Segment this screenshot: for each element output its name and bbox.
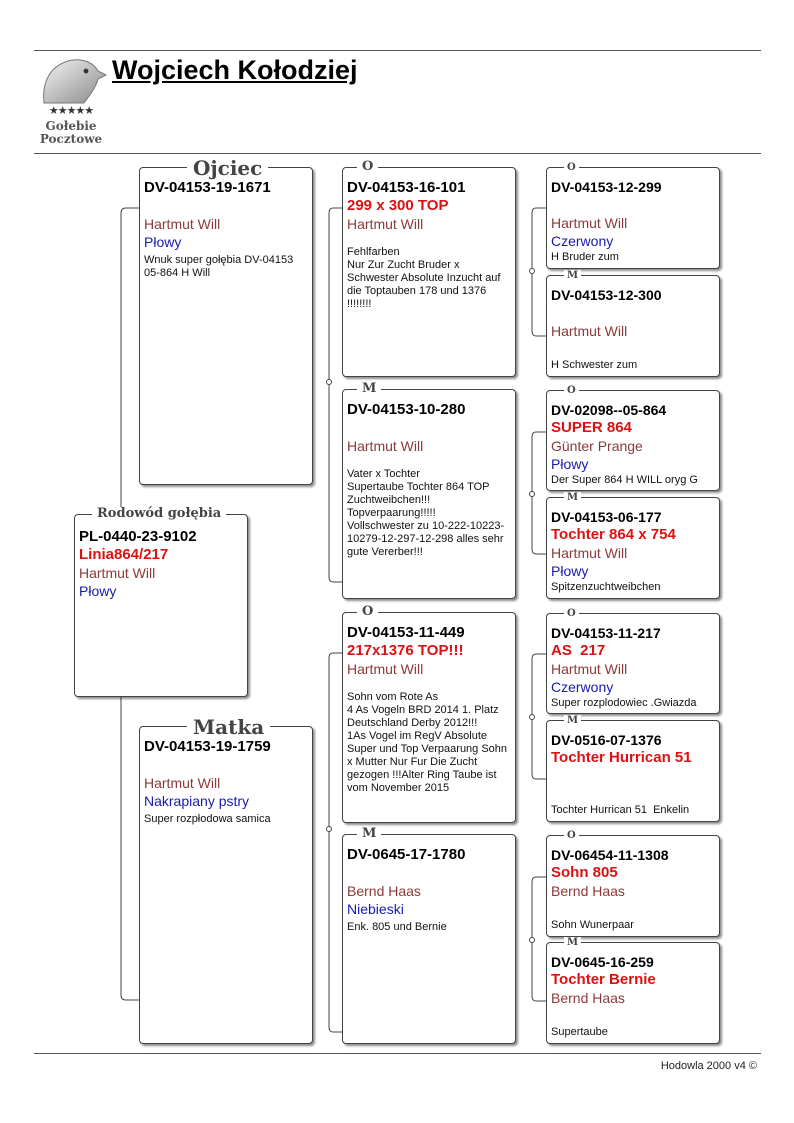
owner: Hartmut Will bbox=[551, 323, 628, 339]
subject-card bbox=[74, 514, 248, 697]
great-grandparent-card-fmf bbox=[546, 390, 720, 491]
dam-label: M bbox=[357, 382, 381, 396]
owner: Hartmut Will bbox=[347, 661, 424, 677]
great-grandparent-card-fmm bbox=[546, 497, 720, 599]
note: Fehlfarben Nur Zur Zucht Bruder x Schwester Absolute Inzucht auf die Toptauben 178 und 1376 !!!!!!!! bbox=[347, 246, 501, 310]
logo-text-line2: Pocztowe bbox=[39, 132, 103, 146]
sire-label: O bbox=[357, 605, 378, 619]
logo-text-line1: Gołebie bbox=[45, 119, 97, 133]
ring-number: DV-02098--05-864 bbox=[551, 402, 667, 418]
ring-number: DV-04153-19-1671 bbox=[144, 179, 271, 196]
owner: Hartmut Will bbox=[79, 565, 156, 581]
owner: Hartmut Will bbox=[551, 661, 628, 677]
pigeon-color: Niebieski bbox=[347, 901, 404, 917]
ring-number: DV-04153-12-299 bbox=[551, 179, 662, 195]
grandparent-card-mm bbox=[342, 834, 516, 1044]
mother-title: Matka bbox=[187, 716, 270, 738]
sire-label: O bbox=[564, 385, 579, 396]
sire-label: O bbox=[564, 830, 579, 841]
note: Super rozplodowiec .Gwiazda bbox=[551, 697, 697, 709]
pigeon-color: Płowy bbox=[79, 583, 117, 599]
connector-mother bbox=[329, 653, 343, 1032]
ring-number: DV-04153-16-101 bbox=[347, 179, 466, 196]
breeder-name: Wojciech Kołodziej bbox=[112, 55, 358, 85]
owner: Günter Prange bbox=[551, 438, 643, 454]
great-grandparent-card-mfm bbox=[546, 720, 720, 822]
pigeon-name: Tochter Bernie bbox=[551, 971, 656, 988]
grandparent-card-mf bbox=[342, 612, 516, 823]
note: H Bruder zum bbox=[551, 251, 619, 263]
footer-credit: Hodowla 2000 v4 © bbox=[660, 1060, 757, 1072]
owner: Bernd Haas bbox=[551, 883, 625, 899]
note: Sohn Wunerpaar bbox=[551, 919, 634, 931]
pigeon-name: Tochter 864 x 754 bbox=[551, 526, 676, 543]
pedigree-title: Rodowód gołębia bbox=[92, 507, 226, 521]
pigeon-name: Linia864/217 bbox=[79, 546, 169, 563]
father-card bbox=[139, 167, 313, 485]
great-grandparent-card-mff bbox=[546, 613, 720, 714]
note: Der Super 864 H WILL oryg G bbox=[551, 474, 698, 486]
logo-stars: ★★★★★ bbox=[48, 105, 94, 117]
ring-number: DV-0645-16-259 bbox=[551, 954, 654, 970]
mother-card bbox=[139, 726, 313, 1044]
sire-label: O bbox=[564, 608, 579, 619]
sire-label: O bbox=[564, 162, 579, 173]
great-grandparent-card-ffm bbox=[546, 275, 720, 377]
pigeon-color: Czerwony bbox=[551, 233, 614, 249]
grandparent-card-ff bbox=[342, 167, 516, 377]
dam-label: M bbox=[564, 937, 581, 948]
dam-label: M bbox=[564, 492, 581, 503]
owner: Bernd Haas bbox=[551, 990, 625, 1006]
note: Spitzenzuchtweibchen bbox=[551, 581, 661, 593]
ring-number: DV-04153-11-217 bbox=[551, 625, 661, 641]
owner: Hartmut Will bbox=[347, 216, 424, 232]
ring-number: DV-04153-10-280 bbox=[347, 401, 466, 418]
connector-father bbox=[329, 208, 343, 582]
pigeon-name: Sohn 805 bbox=[551, 864, 618, 881]
grandparent-card-fm bbox=[342, 389, 516, 599]
note: Supertaube bbox=[551, 1026, 608, 1038]
owner: Bernd Haas bbox=[347, 883, 421, 899]
note: Wnuk super gołębia DV-04153 05-864 H Will bbox=[144, 254, 294, 279]
note: Enk. 805 und Bernie bbox=[347, 921, 447, 933]
dam-label: M bbox=[357, 827, 381, 841]
pigeon-color: Nakrapiany pstry bbox=[144, 793, 250, 809]
ring-number: DV-0516-07-1376 bbox=[551, 732, 662, 748]
note: Tochter Hurrican 51 Enkelin bbox=[551, 804, 690, 816]
pigeon-name: SUPER 864 bbox=[551, 419, 632, 436]
great-grandparent-card-mmm bbox=[546, 942, 720, 1044]
pigeon-color: Płowy bbox=[551, 456, 589, 472]
ring-number: DV-04153-12-300 bbox=[551, 287, 662, 303]
pigeon-name: Tochter Hurrican 51 bbox=[551, 749, 692, 766]
ring-number: DV-04153-06-177 bbox=[551, 509, 662, 525]
ring-number: DV-0645-17-1780 bbox=[347, 846, 466, 863]
note: Super rozpłodowa samica bbox=[144, 813, 271, 825]
dam-label: M bbox=[564, 715, 581, 726]
pigeon-name: AS 217 bbox=[551, 642, 606, 659]
note: Vater x Tochter Supertaube Tochter 864 TOP Zuchtweibchen!!! Topverpaarung!!!!! Vollschwester zu 10-222-10223-10279-12-297-12-298 alles sehr gute Vererber!!! bbox=[347, 468, 505, 558]
note: Sohn vom Rote As 4 As Vogeln BRD 2014 1. Platz Deutschland Derby 2012!!! 1As Vogel im RegV Absolute Super und Top Verpaarung Sohn x Mutter Nur Fur Die Zucht gezogen !!!Alter Ring Taube ist vom November 2015 bbox=[347, 691, 508, 794]
owner: Hartmut Will bbox=[551, 215, 628, 231]
ring-number: DV-06454-11-1308 bbox=[551, 847, 669, 863]
great-grandparent-card-mmf bbox=[546, 835, 720, 937]
ring-number: DV-04153-11-449 bbox=[347, 624, 465, 641]
ring-number: PL-0440-23-9102 bbox=[79, 528, 197, 545]
father-title: Ojciec bbox=[187, 157, 268, 179]
ring-number: DV-04153-19-1759 bbox=[144, 738, 271, 755]
owner: Hartmut Will bbox=[144, 775, 221, 791]
dam-label: M bbox=[564, 270, 581, 281]
pigeon-color: Płowy bbox=[144, 234, 182, 250]
note: H Schwester zum bbox=[551, 359, 638, 371]
pigeon-color: Czerwony bbox=[551, 679, 614, 695]
great-grandparent-card-fff bbox=[546, 167, 720, 269]
owner: Hartmut Will bbox=[347, 438, 424, 454]
pigeon-name: 217x1376 TOP!!! bbox=[347, 642, 464, 659]
owner: Hartmut Will bbox=[551, 545, 628, 561]
pigeon-name: 299 x 300 TOP bbox=[347, 197, 449, 214]
pigeon-color: Płowy bbox=[551, 563, 589, 579]
sire-label: O bbox=[357, 160, 378, 174]
owner: Hartmut Will bbox=[144, 216, 221, 232]
footer-rule bbox=[34, 1053, 761, 1054]
